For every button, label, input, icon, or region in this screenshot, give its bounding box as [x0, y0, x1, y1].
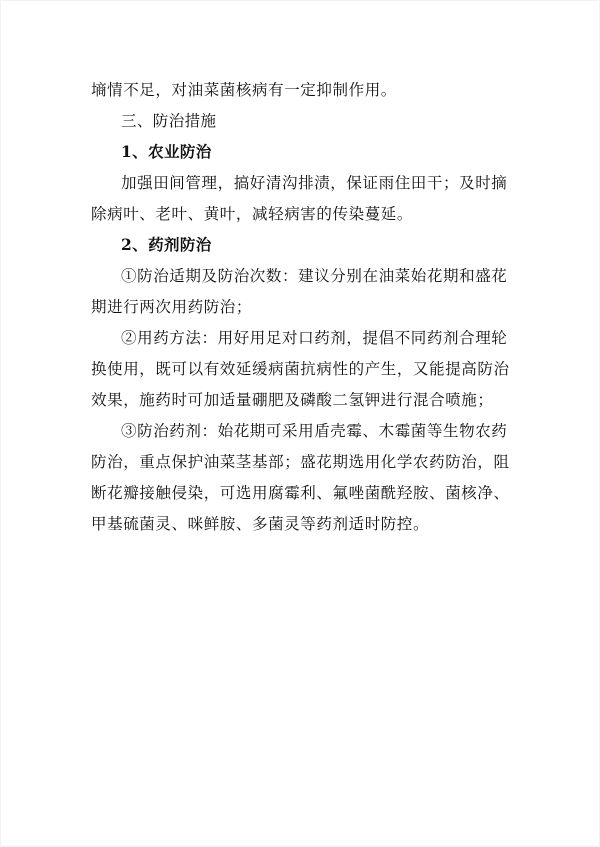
item3-line-4: 甲基硫菌灵、咪鲜胺、多菌灵等药剂适时防控。	[91, 515, 430, 533]
item3-line-1: ③防治药剂：始花期可采用盾壳霉、木霉菌等生物农药	[121, 422, 508, 440]
subsection-heading-agricultural: 1、农业防治	[121, 142, 212, 161]
item3-line-2: 防治，重点保护油菜茎基部；盛花期选用化学农药防治，阻	[91, 453, 510, 471]
section-heading: 三、防治措施	[121, 112, 217, 130]
item1-line-2: 期进行两次用药防治；	[91, 298, 253, 316]
item3-line-3: 断花瓣接触侵染，可选用腐霉利、氟唑菌酰羟胺、菌核净、	[91, 484, 510, 502]
item2-line-1: ②用药方法：用好用足对口药剂，提倡不同药剂合理轮	[121, 329, 508, 347]
paragraph-agricultural-line-2: 除病叶、老叶、黄叶，减轻病害的传染蔓延。	[91, 205, 414, 223]
paragraph-agricultural-line-1: 加强田间管理，搞好清沟排渍，保证雨住田干；及时摘	[121, 174, 508, 192]
item2-line-2: 换使用，既可以有效延缓病菌抗病性的产生，又能提高防治	[91, 360, 510, 378]
subsection-heading-chemical: 2、药剂防治	[121, 235, 212, 254]
paragraph-continuation: 墒情不足，对油菜菌核病有一定抑制作用。	[91, 81, 397, 99]
item2-line-3: 效果，施药时可加适量硼肥及磷酸二氢钾进行混合喷施；	[91, 391, 494, 409]
item1-line-1: ①防治适期及防治次数：建议分别在油菜始花期和盛花	[121, 267, 508, 285]
